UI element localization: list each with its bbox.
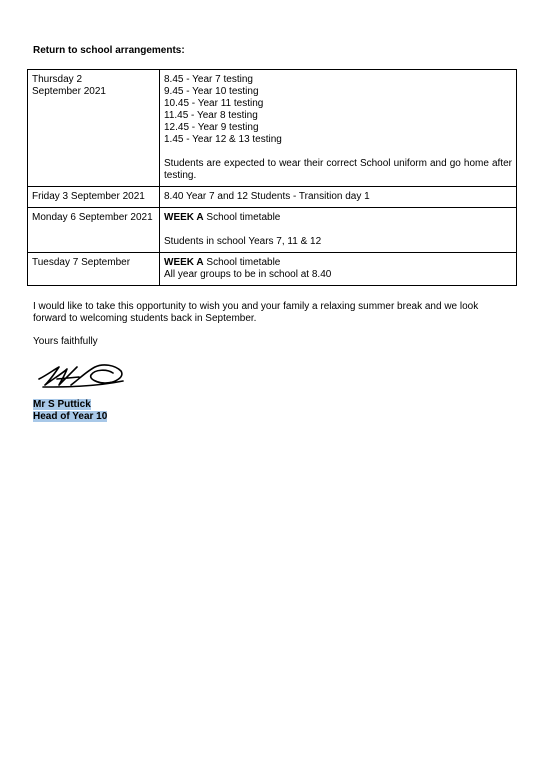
timetable-text: School timetable	[203, 257, 281, 268]
schedule-line: 10.45 - Year 11 testing	[164, 98, 264, 109]
date-cell: Tuesday 7 September	[28, 253, 160, 286]
attendance-note: Students in school Years 7, 11 & 12	[164, 236, 322, 247]
table-row	[28, 253, 517, 286]
timetable-line	[164, 212, 512, 224]
date-cell	[28, 208, 160, 253]
details-cell: 8.40 Year 7 and 12 Students - Transition day 1	[160, 187, 517, 208]
table-row	[28, 70, 517, 187]
schedule-line: 8.45 - Year 7 testing	[164, 74, 253, 85]
schedule-line: 12.45 - Year 9 testing	[164, 122, 259, 133]
arrangements-table	[27, 69, 517, 286]
timetable-line	[164, 257, 512, 269]
date-text: Monday 6 September 2021	[32, 212, 153, 223]
schedule-line: 1.45 - Year 12 & 13 testing	[164, 134, 282, 145]
date-cell: Friday 3 September 2021	[28, 187, 160, 208]
signatory-title	[33, 411, 107, 423]
signatory-name-text: Mr S Puttick	[33, 399, 91, 410]
handwritten-signature-icon	[33, 357, 133, 397]
uniform-note: Students are expected to wear their correct School uniform and go home after testing.	[164, 158, 512, 181]
details-cell	[160, 253, 517, 286]
week-label: WEEK A	[164, 257, 204, 268]
signatory-title-text: Head of Year 10	[33, 411, 108, 422]
schedule-line: 11.45 - Year 8 testing	[164, 110, 258, 121]
timetable-text: School timetable	[203, 212, 281, 223]
signatory-name	[33, 399, 91, 411]
signoff: Yours faithfully	[33, 336, 98, 347]
table-row	[28, 187, 517, 208]
attendance-note: All year groups to be in school at 8.40	[164, 269, 332, 280]
date-cell: Thursday 2 September 2021	[28, 70, 160, 187]
week-label: WEEK A	[164, 212, 204, 223]
closing-paragraph: I would like to take this opportunity to wish you and your family a relaxing summer break and we look forward to welcoming students back in September.	[33, 301, 479, 324]
schedule-line: 9.45 - Year 10 testing	[164, 86, 259, 97]
section-heading: Return to school arrangements:	[33, 45, 185, 56]
details-cell	[160, 208, 517, 253]
details-cell	[160, 70, 517, 187]
table-row	[28, 208, 517, 253]
